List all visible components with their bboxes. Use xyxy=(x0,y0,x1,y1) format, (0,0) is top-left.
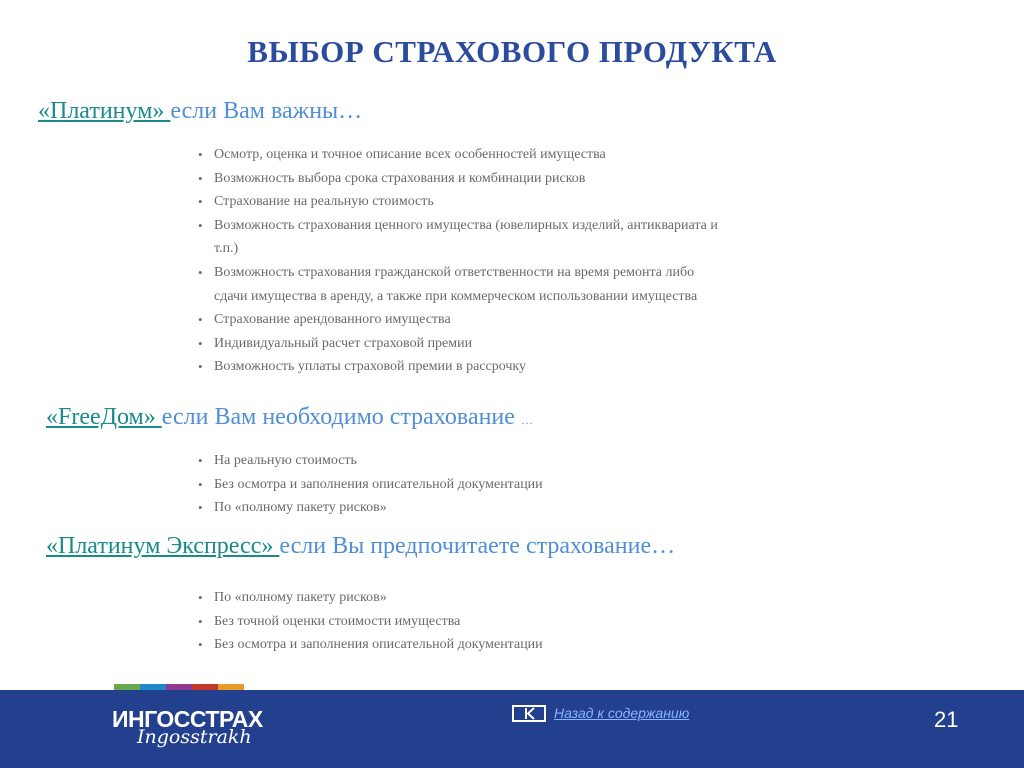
freedom-list xyxy=(196,449,543,520)
list-item: • Возможность страхования ценного имущества (ювелирных изделий, антиквариата и xyxy=(196,214,718,238)
list-item: • На реальную стоимость xyxy=(196,449,543,473)
list-item: • Индивидуальный расчет страховой премии xyxy=(196,332,718,356)
bullet-icon: • xyxy=(198,359,203,375)
back-to-contents-link[interactable]: Назад к содержанию xyxy=(554,705,690,721)
list-item: • Страхование на реальную стоимость xyxy=(196,190,718,214)
platinum-express-heading-text: если Вы предпочитаете страхование… xyxy=(279,533,676,559)
back-icon[interactable] xyxy=(512,705,546,722)
bullet-icon: • xyxy=(198,476,203,492)
bullet-icon: • xyxy=(198,264,203,280)
list-item: • По «полному пакету рисков» xyxy=(196,496,543,520)
freedom-ellipsis: … xyxy=(520,413,533,427)
section-freedom-heading xyxy=(46,404,533,431)
bullet-icon: • xyxy=(198,453,203,468)
bullet-icon: • xyxy=(198,170,203,186)
list-item: • Без точной оценки стоимости имущества xyxy=(196,610,543,634)
list-item: • По «полному пакету рисков» xyxy=(196,586,543,610)
list-item: • Возможность уплаты страховой премии в рассрочку xyxy=(196,355,718,379)
platinum-express-link[interactable]: «Платинум Экспресс» xyxy=(46,533,280,559)
platinum-list xyxy=(196,143,718,379)
section-platinum-heading xyxy=(38,98,362,125)
bullet-icon: • xyxy=(198,637,203,653)
page-title: ВЫБОР СТРАХОВОГО ПРОДУКТА xyxy=(247,34,777,69)
company-logo-script: Ingosstrakh xyxy=(137,726,252,748)
section-platinum-express-heading xyxy=(46,533,675,560)
bullet-icon: • xyxy=(198,194,203,210)
list-item-continuation: сдачи имущества в аренду, а также при коммерческом использовании имущества xyxy=(214,288,698,304)
bullet-icon: • xyxy=(198,613,203,629)
platinum-express-list xyxy=(196,586,543,657)
freedom-link[interactable]: «FreeДом» xyxy=(46,404,162,430)
bullet-icon: • xyxy=(198,147,203,162)
list-item: • Без осмотра и заполнения описательной документации xyxy=(196,473,543,497)
list-item: • Осмотр, оценка и точное описание всех особенностей имущества xyxy=(196,143,718,167)
bullet-icon: • xyxy=(198,500,203,516)
platinum-link[interactable]: «Платинум» xyxy=(38,98,171,124)
platinum-heading-text: если Вам важны… xyxy=(170,98,363,124)
bullet-icon: • xyxy=(198,217,203,233)
list-item: • Без осмотра и заполнения описательной документации xyxy=(196,633,543,657)
bullet-icon: • xyxy=(198,335,203,351)
company-logo: ИНГОССТРАХ xyxy=(112,706,263,732)
freedom-heading-text: если Вам необходимо страхование xyxy=(161,404,521,430)
page-number: 21 xyxy=(934,707,959,732)
list-item-continuation: т.п.) xyxy=(214,241,239,257)
list-item: • Возможность страхования гражданской ответственности на время ремонта либо xyxy=(196,261,718,285)
list-item: • Возможность выбора срока страхования и комбинации рисков xyxy=(196,167,718,191)
bullet-icon: • xyxy=(198,312,203,328)
list-item: • Страхование арендованного имущества xyxy=(196,308,718,332)
bullet-icon: • xyxy=(198,590,203,605)
